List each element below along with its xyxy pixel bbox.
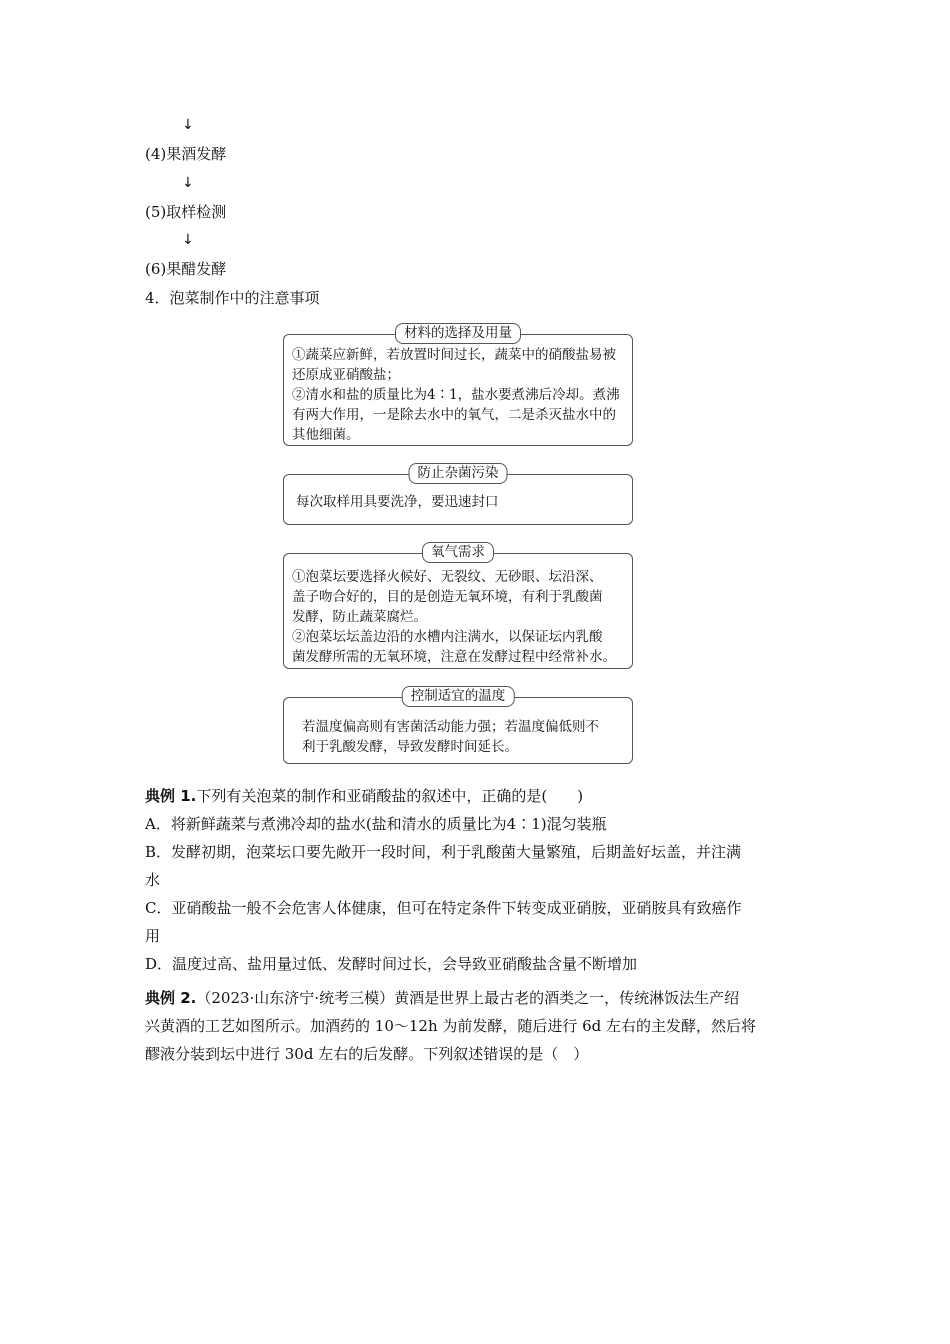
option-b-continued: 水 — [145, 871, 161, 889]
note-line: 还原成亚硝酸盐； — [292, 367, 400, 383]
note-line: ①蔬菜应新鲜，若放置时间过长，蔬菜中的硝酸盐易被 — [292, 347, 616, 363]
note-line: ②泡菜坛坛盖边沿的水槽内注满水，以保证坛内乳酸 — [292, 629, 603, 645]
note-line: ②清水和盐的质量比为4∶1，盐水要煮沸后冷却。煮沸 — [292, 387, 620, 403]
note-box-oxygen — [283, 544, 633, 669]
note-line: 其他细菌。 — [292, 427, 360, 443]
example-1-stem — [145, 782, 810, 810]
question-stem: （2023·山东济宁·统考三模）黄酒是世界上最古老的酒类之一，传统淋饭法生产绍 — [196, 989, 740, 1007]
option-b: B．发酵初期，泡菜坛口要先敞开一段时间，利于乳酸菌大量繁殖，后期盖好坛盖，并注满 — [145, 843, 742, 861]
note-box-body — [302, 717, 624, 757]
option-c: C．亚硝酸盐一般不会危害人体健康，但可在特定条件下转变成亚硝胺，亚硝胺具有致癌作 — [145, 899, 742, 917]
section-heading: 4．泡菜制作中的注意事项 — [145, 289, 320, 307]
flow-step-5: (5)取样检测 — [145, 203, 227, 221]
note-box-title: 氧气需求 — [422, 542, 494, 563]
note-line: ①泡菜坛要选择火候好、无裂纹、无砂眼、坛沿深、 — [292, 569, 603, 585]
note-line: 有两大作用，一是除去水中的氧气，二是杀灭盐水中的 — [292, 407, 616, 423]
note-line: 发酵，防止蔬菜腐烂。 — [292, 609, 427, 625]
question-stem: 下列有关泡菜的制作和亚硝酸盐的叙述中，正确的是( ) — [196, 787, 584, 805]
flow-step-4: (4)果酒发酵 — [145, 145, 227, 163]
down-arrow-icon: ↓ — [182, 232, 194, 248]
example-2-line-3: 醪液分装到坛中进行 30d 左右的后发酵。下列叙述错误的是（ ） — [145, 1045, 589, 1063]
note-line: 若温度偏高则有害菌活动能力强；若温度偏低则不 — [302, 719, 599, 735]
example-1 — [145, 782, 810, 978]
note-line: 利于乳酸发酵，导致发酵时间延长。 — [302, 739, 518, 755]
example-2 — [145, 984, 810, 1068]
note-box-contamination — [283, 465, 633, 525]
example-2-line-1 — [145, 984, 810, 1012]
note-box-title: 控制适宜的温度 — [402, 686, 515, 707]
example-label: 典例 2. — [145, 989, 197, 1007]
note-line: 每次取样用具要洗净，要迅速封口 — [296, 494, 499, 510]
note-box-title: 材料的选择及用量 — [395, 323, 521, 344]
note-line: 菌发酵所需的无氧环境，注意在发酵过程中经常补水。 — [292, 649, 616, 665]
example-label: 典例 1. — [145, 787, 197, 805]
note-box-body — [292, 567, 624, 667]
note-box-temperature — [283, 688, 633, 764]
down-arrow-icon: ↓ — [182, 117, 194, 133]
note-box-body — [296, 492, 624, 512]
note-box-materials — [283, 325, 633, 446]
example-2-line-2: 兴黄酒的工艺如图所示。加酒药的 10～12h 为前发酵，随后进行 6d 左右的主发酵，然后将 — [145, 1017, 757, 1035]
option-d: D．温度过高、盐用量过低、发酵时间过长，会导致亚硝酸盐含量不断增加 — [145, 955, 638, 973]
down-arrow-icon: ↓ — [182, 175, 194, 191]
note-line: 盖子吻合好的，目的是创造无氧环境，有利于乳酸菌 — [292, 589, 603, 605]
flow-step-6: (6)果醋发酵 — [145, 260, 227, 278]
note-box-title: 防止杂菌污染 — [409, 463, 508, 484]
option-a: A．将新鲜蔬菜与煮沸冷却的盐水(盐和清水的质量比为4∶1)混匀装瓶 — [145, 815, 607, 833]
note-box-body — [292, 345, 624, 445]
option-c-continued: 用 — [145, 927, 161, 945]
